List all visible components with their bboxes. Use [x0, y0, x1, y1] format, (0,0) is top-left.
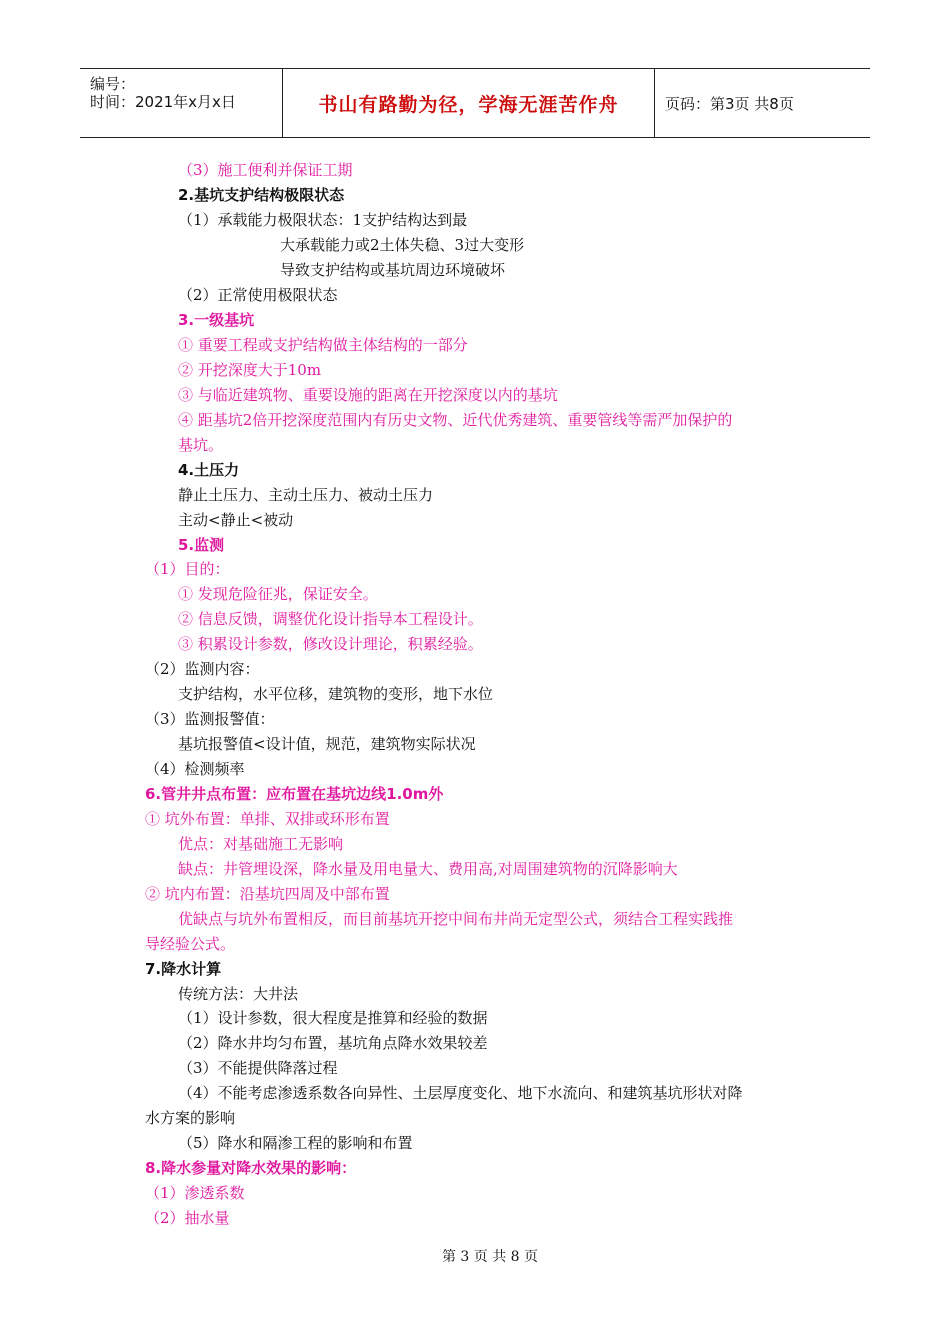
- text-line: ② 开挖深度大于10m: [178, 361, 322, 379]
- text-line: ① 发现危险征兆，保证安全。: [178, 585, 378, 603]
- text-line: 5.监测: [178, 536, 225, 554]
- text-line: 水方案的影响: [145, 1109, 236, 1127]
- text-line: 优点：对基础施工无影响: [178, 835, 344, 853]
- text-line: ③ 与临近建筑物、重要设施的距离在开挖深度以内的基坑: [178, 386, 558, 404]
- text-line: （1）目的：: [145, 560, 230, 578]
- document-header: [80, 68, 870, 138]
- text-line: （3）不能提供降落过程: [178, 1059, 338, 1077]
- text-line: （4）不能考虑渗透系数各向异性、土层厚度变化、地下水流向、和建筑基坑形状对降: [178, 1084, 743, 1102]
- text-line: （5）降水和隔渗工程的影响和布置: [178, 1134, 413, 1152]
- number-label: 编号：: [90, 75, 136, 93]
- header-motto-cell: [282, 69, 655, 137]
- text-line: 基坑报警值<设计值，规范，建筑物实际状况: [178, 735, 476, 753]
- text-line: ② 信息反馈，调整优化设计指导本工程设计。: [178, 610, 483, 628]
- text-line: 优缺点与坑外布置相反，而目前基坑开挖中间布井尚无定型公式，须结合工程实践推: [178, 910, 734, 928]
- text-line: ② 坑内布置：沿基坑四周及中部布置: [145, 885, 390, 903]
- text-line: 静止土压力、主动土压力、被动土压力: [178, 486, 434, 504]
- time-label: 时间：2021年x月x日: [90, 93, 236, 111]
- text-line: ① 坑外布置：单排、双排或环形布置: [145, 810, 390, 828]
- text-line: ① 重要工程或支护结构做主体结构的一部分: [178, 336, 468, 354]
- text-line: （2）监测内容：: [145, 660, 260, 678]
- text-line: （3）施工便利并保证工期: [178, 161, 353, 179]
- text-line: ③ 积累设计参数，修改设计理论，积累经验。: [178, 635, 483, 653]
- text-line: 3.一级基坑: [178, 311, 255, 329]
- text-line: （2）降水井均匀布置，基坑角点降水效果较差: [178, 1034, 488, 1052]
- text-line: （1）承载能力极限状态：1支护结构达到最: [178, 211, 468, 229]
- text-line: 8.降水参量对降水效果的影响：: [145, 1159, 357, 1177]
- text-line: （1）渗透系数: [145, 1184, 245, 1202]
- text-line: 基坑。: [178, 436, 224, 454]
- text-line: 主动<静止<被动: [178, 511, 294, 529]
- text-line: （2）抽水量: [145, 1209, 230, 1227]
- text-line: 导致支护结构或基坑周边环境破坏: [280, 261, 506, 279]
- text-line: ④ 距基坑2倍开挖深度范围内有历史文物、近代优秀建筑、重要管线等需严加保护的: [178, 411, 733, 429]
- text-line: 7.降水计算: [145, 960, 222, 978]
- header-meta: [80, 69, 282, 137]
- text-line: 2.基坑支护结构极限状态: [178, 186, 345, 204]
- text-line: （3）监测报警值：: [145, 710, 275, 728]
- text-line: 支护结构，水平位移，建筑物的变形，地下水位: [178, 685, 494, 703]
- text-line: 缺点：井管埋设深，降水量及用电量大、费用高,对周围建筑物的沉降影响大: [178, 860, 678, 878]
- header-page-cell: [655, 69, 870, 137]
- text-line: 4.土压力: [178, 461, 240, 479]
- text-line: （2）正常使用极限状态: [178, 286, 338, 304]
- text-line: 导经验公式。: [145, 935, 236, 953]
- page-info: 页码：第3页 共8页: [665, 94, 794, 113]
- text-line: 6.管井井点布置：应布置在基坑边线1.0m外: [145, 785, 444, 803]
- text-line: 传统方法：大井法: [178, 985, 299, 1003]
- text-line: （1）设计参数，很大程度是推算和经验的数据: [178, 1009, 488, 1027]
- motto: 书山有路勤为径，学海无涯苦作舟: [318, 93, 619, 116]
- page-footer: 第 3 页 共 8 页: [441, 1249, 539, 1265]
- text-line: （4）检测频率: [145, 760, 245, 778]
- text-line: 大承载能力或2土体失稳、3过大变形: [280, 236, 525, 254]
